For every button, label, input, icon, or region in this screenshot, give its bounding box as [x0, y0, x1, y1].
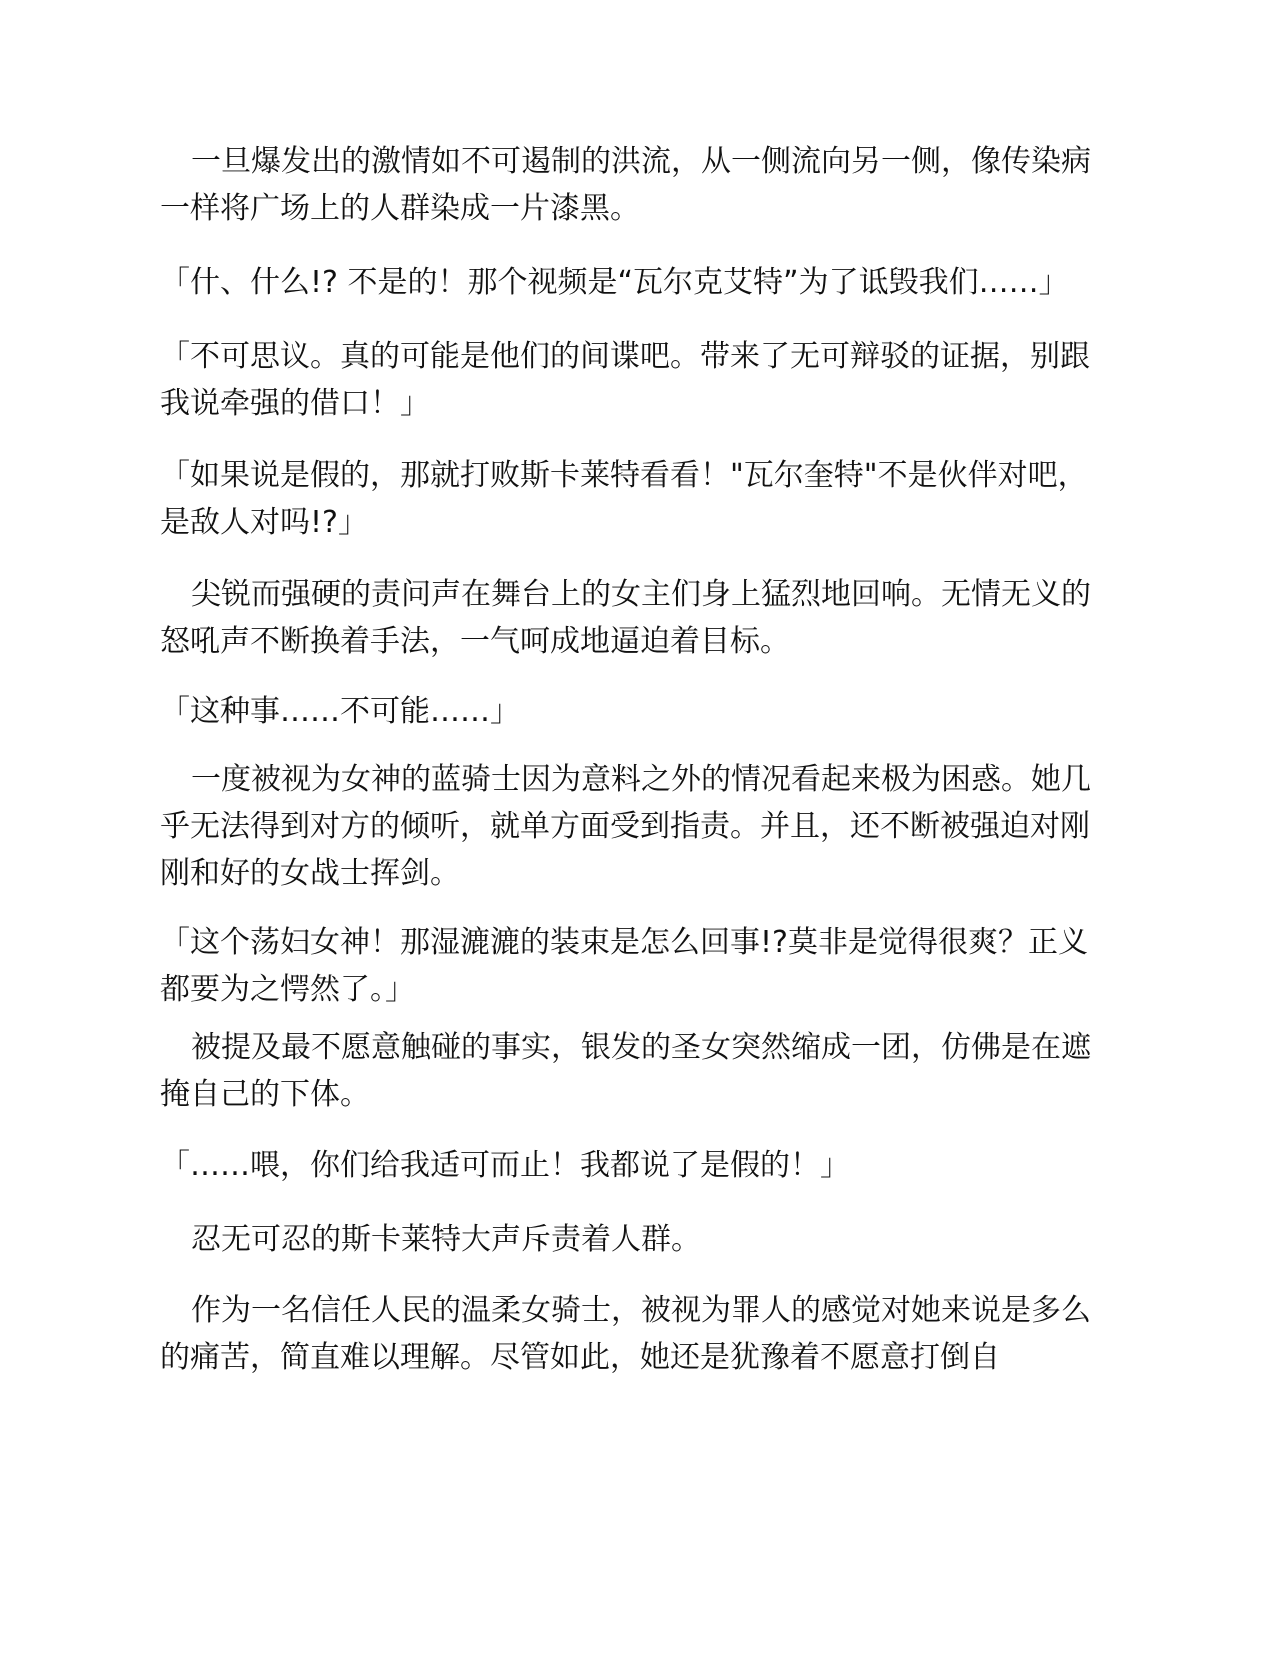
- paragraph-4: 被提及最不愿意触碰的事实，银发的圣女突然缩成一团，仿佛是在遮掩自己的下体。: [160, 1030, 1091, 1112]
- paragraph-5: 忍无可忍的斯卡莱特大声斥责着人群。: [191, 1222, 701, 1257]
- paragraph-3: 一度被视为女神的蓝骑士因为意料之外的情况看起来极为困惑。她几乎无法得到对方的倾听，就单方面受到指责。并且，还不断被强迫对刚刚和好的女战士挥剑。: [160, 762, 1091, 891]
- dialogue-6: 「……喂，你们给我适可而止！我都说了是假的！」: [160, 1148, 850, 1183]
- dialogue-1: 「什、什么!? 不是的！那个视频是“瓦尔克艾特”为了诋毁我们……」: [160, 265, 1069, 300]
- dialogue-2: 「不可思议。真的可能是他们的间谍吧。带来了无可辩驳的证据，别跟我说牵强的借口！」: [160, 339, 1090, 421]
- dialogue-5: 「这个荡妇女神！那湿漉漉的装束是怎么回事!?莫非是觉得很爽？正义都要为之愕然了。」: [160, 925, 1088, 1007]
- dialogue-3: 「如果说是假的，那就打败斯卡莱特看看！"瓦尔奎特"不是伙伴对吧，是敌人对吗!?」: [160, 458, 1088, 540]
- paragraph-2: 尖锐而强硬的责问声在舞台上的女主们身上猛烈地回响。无情无义的怒吼声不断换着手法，一气呵成地逼迫着目标。: [160, 577, 1091, 659]
- paragraph-6: 作为一名信任人民的温柔女骑士，被视为罪人的感觉对她来说是多么的痛苦，简直难以理解。尽管如此，她还是犹豫着不愿意打倒自: [160, 1293, 1091, 1375]
- dialogue-4: 「这种事……不可能……」: [160, 694, 520, 729]
- paragraph-1: 一旦爆发出的激情如不可遏制的洪流，从一侧流向另一侧，像传染病一样将广场上的人群染成一片漆黑。: [160, 144, 1091, 226]
